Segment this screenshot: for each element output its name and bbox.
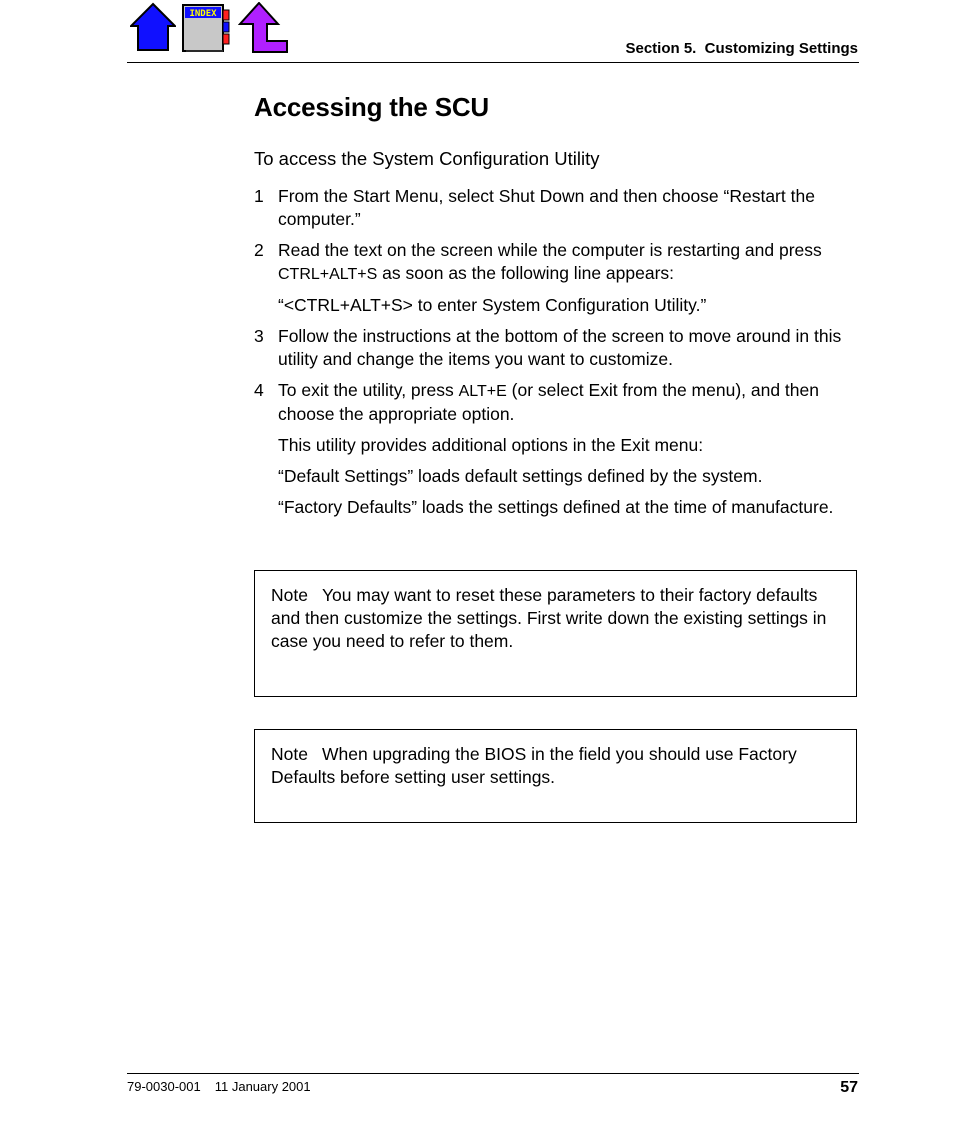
step-number: 2 [254, 240, 264, 260]
key-combo: CTRL+ALT+S [278, 266, 378, 283]
note-box [254, 729, 857, 823]
footer-rule [127, 1073, 859, 1074]
step-text-part: as soon as the following line appears: [377, 263, 675, 283]
step-text [278, 239, 860, 286]
up-arrow-icon[interactable] [238, 2, 290, 54]
step-text: From the Start Menu, select Shut Down and then choose “Restart the computer.” [278, 186, 815, 229]
note-text: You may want to reset these parameters to their factory defaults and then customize the settings. First write down the existing settings in case you need to refer to them. [271, 585, 827, 651]
default-settings-desc: “Default Settings” loads default settings defined by the system. [278, 466, 763, 486]
list-item [254, 185, 860, 231]
doc-number: 79-0030-001 [127, 1079, 201, 1094]
section-header: Section 5. Customizing Settings [625, 40, 858, 57]
page-title: Accessing the SCU [254, 92, 490, 122]
intro-text: To access the System Configuration Utility [254, 148, 600, 169]
exit-menu-intro: This utility provides additional options in the Exit menu: [278, 435, 704, 455]
index-icon[interactable] [182, 4, 232, 54]
step-text-part: Read the text on the screen while the computer is restarting and press [278, 240, 822, 260]
step-quote: “<CTRL+ALT+S> to enter System Configuration Utility.” [278, 295, 707, 315]
step-text-part: To exit the utility, press [278, 380, 459, 400]
doc-date: 11 January 2001 [214, 1079, 311, 1094]
home-icon[interactable] [130, 2, 176, 52]
step-number: 3 [254, 326, 264, 346]
note-text: When upgrading the BIOS in the field you should use Factory Defaults before setting user settings. [271, 744, 797, 787]
list-item [254, 325, 860, 371]
list-item [254, 239, 860, 286]
step-text-part: (or select Exit from the menu), and then choose the appropriate option. [278, 380, 819, 424]
index-icon-label: INDEX [189, 9, 217, 19]
step-text [278, 379, 860, 426]
step-number: 4 [254, 380, 264, 400]
factory-defaults-desc: “Factory Defaults” loads the settings defined at the time of manufacture. [278, 497, 834, 517]
note-label: Note [271, 585, 308, 605]
note-label: Note [271, 744, 308, 764]
footer-doc-info [127, 1079, 311, 1094]
page-number: 57 [840, 1079, 858, 1096]
note-box [254, 570, 857, 697]
header-rule [127, 62, 859, 63]
key-combo: ALT+E [458, 383, 507, 400]
steps-list [254, 185, 860, 527]
step-text: Follow the instructions at the bottom of the screen to move around in this utility and change the items you want to customize. [278, 326, 842, 369]
step-number: 1 [254, 186, 264, 206]
list-item [254, 379, 860, 426]
